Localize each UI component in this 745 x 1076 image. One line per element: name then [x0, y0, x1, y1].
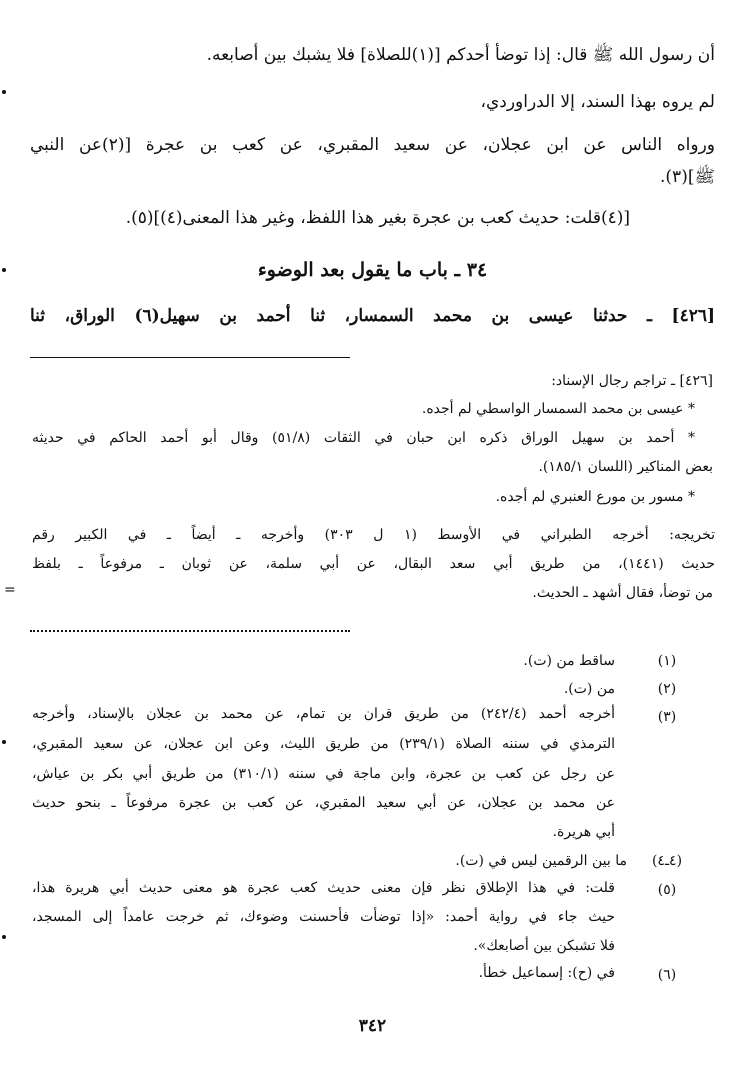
margin-mark: = [4, 582, 16, 598]
main-text-line-1: أن رسول الله ﷺ قال: إذا توضأ أحدكم [(١)للصلاة] فلا يشبك بين أصابعه. [206, 45, 715, 65]
footnote-number: (٥) [657, 882, 677, 898]
footnote-number: (٣) [657, 709, 677, 725]
margin-mark [2, 90, 6, 94]
footnote-number: (٤ـ٤) [651, 853, 683, 869]
chapter-heading: ٣٤ ـ باب ما يقول بعد الوضوء [257, 259, 488, 281]
hadith-line: [٤٢٦] ـ حدثنا عيسى بن محمد السمسار، ثنا أحمد بن سهيل(٦) الوراق، ثنا [30, 306, 716, 326]
takhrij-line-3: من توضأ، فقال أشهد ـ الحديث. [532, 585, 713, 601]
footnote-text: حيث جاء في رواية أحمد: «إذا توضأت فأحسنت وضوءك، ثم خرجت عامداً إلى المسجد، [32, 909, 615, 925]
footnote-text: الترمذي في سننه الصلاة (٢٣٩/١) من طريق الليث، وعن ابن عجلان، عن سعيد المقبري، [32, 736, 615, 752]
footnote-text: قلت: في هذا الإطلاق نظر فإن معنى حديث كعب عجرة هو معنى حديث أبي هريرة هذا، [32, 880, 615, 896]
footnote-text: عن محمد بن عجلان، عن أبي سعيد المقبري، عن كعب بن عجرة مرفوعاً ـ بنحو حديث [32, 795, 615, 811]
footnotes-separator [30, 630, 350, 632]
page-number: ٣٤٢ [358, 1016, 387, 1036]
margin-mark [2, 740, 6, 744]
main-text-line-2: لم يروه بهذا السند، إلا الدراوردي، [480, 92, 715, 112]
footnote-text: ما بين الرقمين ليس في (ت). [455, 853, 627, 869]
footnote-text: في (ح): إسماعيل خطأ. [478, 965, 615, 981]
narrator-item-2-line-1: * أحمد بن سهيل الوراق ذكره ابن حبان في الثقات (٥١/٨) وقال أبو أحمد الحاكم في حديثه [32, 430, 695, 446]
main-text-line-5: [(٤)قلت: حديث كعب بن عجرة بغير هذا اللفظ، وغير هذا المعنى(٤)](٥). [125, 208, 630, 228]
main-text-line-3: ورواه الناس عن ابن عجلان، عن سعيد المقبري، عن كعب بن عجرة [(٢)عن النبي [30, 135, 715, 155]
footnote-text: عن رجل عن كعب بن عجرة، وابن ماجة في سننه (٣١٠/١) من طريق أبي بكر بن عياش، [32, 766, 615, 782]
footnote-separator [30, 357, 350, 358]
footnote-number: (٦) [657, 967, 677, 983]
footnote-number: (١) [657, 653, 677, 669]
main-text-line-4: ﷺ](٣). [660, 167, 715, 187]
footnote-text: أبي هريرة. [552, 824, 615, 840]
takhrij-line-1: تخريجه: أخرجه الطبراني في الأوسط (١ ل ٣٠٣) وأخرجه ـ أيضاً ـ في الكبير رقم [32, 527, 716, 543]
narrator-item-3: * مسور بن مورع العنبري لم أجده. [495, 489, 695, 505]
footnote-text: ساقط من (ت). [523, 653, 615, 669]
footnote-text: من (ت). [563, 681, 615, 697]
footnote-text: أخرجه أحمد (٢٤٢/٤) من طريق قران بن تمام، عن محمد بن عجلان بالإسناد، وأخرجه [32, 706, 615, 722]
narrators-heading: [٤٢٦] ـ تراجم رجال الإسناد: [551, 373, 713, 389]
margin-mark [2, 268, 6, 272]
narrator-item-2-line-2: بعض المناكير (اللسان ١٨٥/١). [538, 459, 713, 475]
takhrij-line-2: حديث (١٤٤١)، من طريق أبي سعد البقال، عن أبي سلمة، عن ثوبان ـ مرفوعاً ـ بلفظ [32, 556, 716, 572]
footnote-number: (٢) [657, 681, 677, 697]
footnote-text: فلا تشبكن بين أصابعك». [473, 938, 615, 954]
margin-mark [2, 935, 6, 939]
narrator-item-1: * عيسى بن محمد السمسار الواسطي لم أجده. [421, 401, 695, 417]
